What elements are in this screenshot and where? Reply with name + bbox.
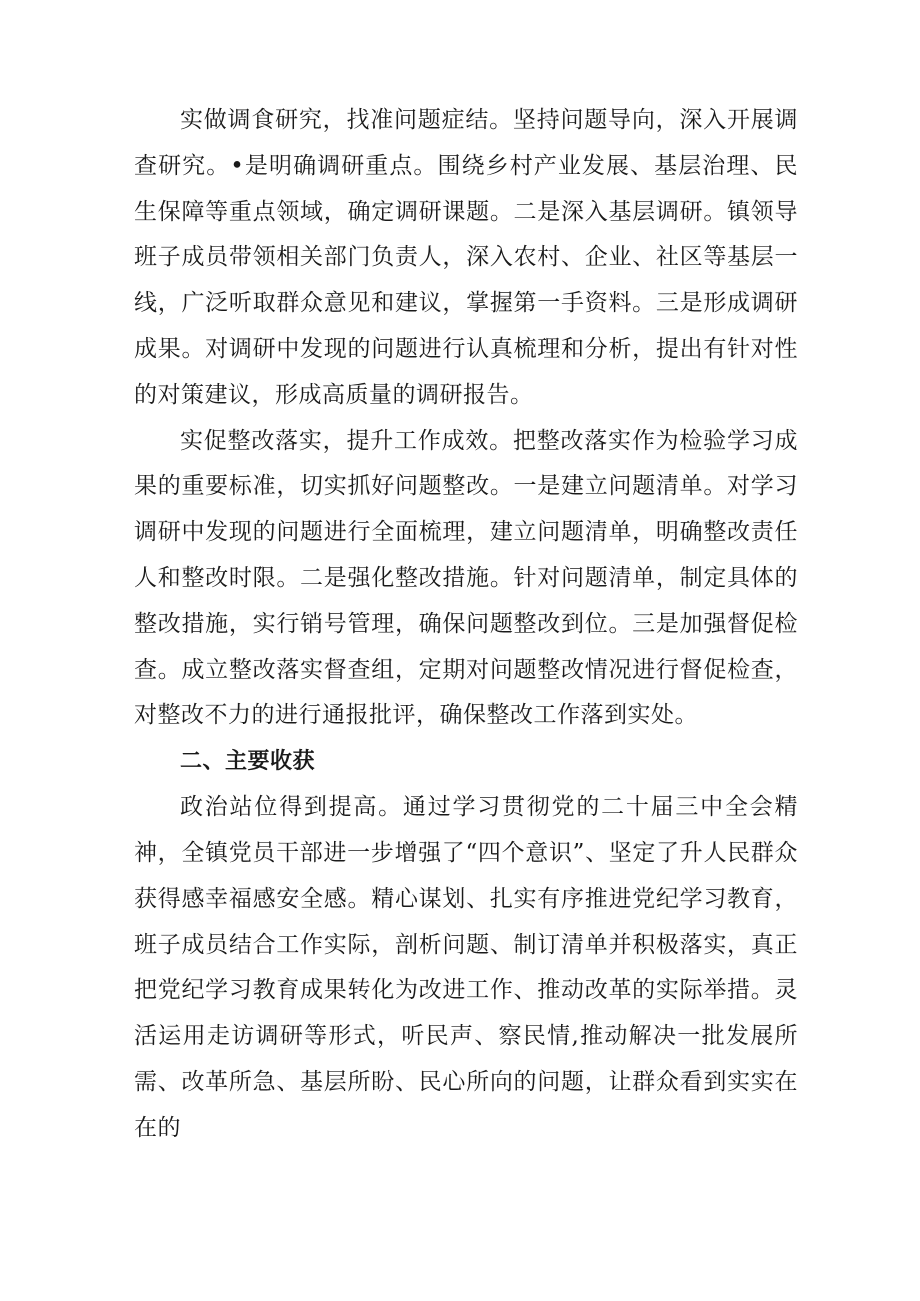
paragraph-research: 实做调食研究，找准问题症结。坚持问题导向，深入开展调查研究。•是明确调研重点。围绕乡村产业发展、基层治理、民生保障等重点领域，确定调研课题。二是深入基层调研。镇领导班子成员带领相关部门负责人，深入农村、企业、社区等基层一线，广泛听取群众意见和建议，掌握第一手资料。三是形成调研成果。对调研中发现的问题进行认真梳理和分析，提出有针对性的对策建议，形成高质量的调研报告。 xyxy=(134,107,798,408)
section-heading-main-gains: 二、主要收获 xyxy=(180,749,316,775)
document-body xyxy=(134,98,798,1152)
paragraph-rectification: 实促整改落实，提升工作成效。把整改落实作为检验学习成果的重要标准，切实抓好问题整改。一是建立问题清单。对学习调研中发现的问题进行全面梳理，建立问题清单，明确整改责任人和整改时限。二是强化整改措施。针对问题清单，制定具体的整改措施，实行销号管理，确保问题整改到位。三是加强督促检查。成立整改落实督查组，定期对问题整改情况进行督促检查，对整改不力的进行通报批评，确保整改工作落到实处。 xyxy=(134,427,798,729)
paragraph-political-stance: 政治站位得到提高。通过学习贯彻党的二十届三中全会精神，全镇党员干部进一步增强了“四个意识”、坚定了升人民群众获得感幸福感安全感。精心谋划、扎实有序推进党纪学习教育，班子成员结合工作实际，剖析问题、制订清单并积极落实，真正把党纪学习教育成果转化为改进工作、推动改革的实际举措。灵活运用走访调研等形式，听民声、察民情,推动解决一批发展所需、改革所急、基层所盼、民心所向的问题，让群众看到实实在在的 xyxy=(134,794,798,1141)
